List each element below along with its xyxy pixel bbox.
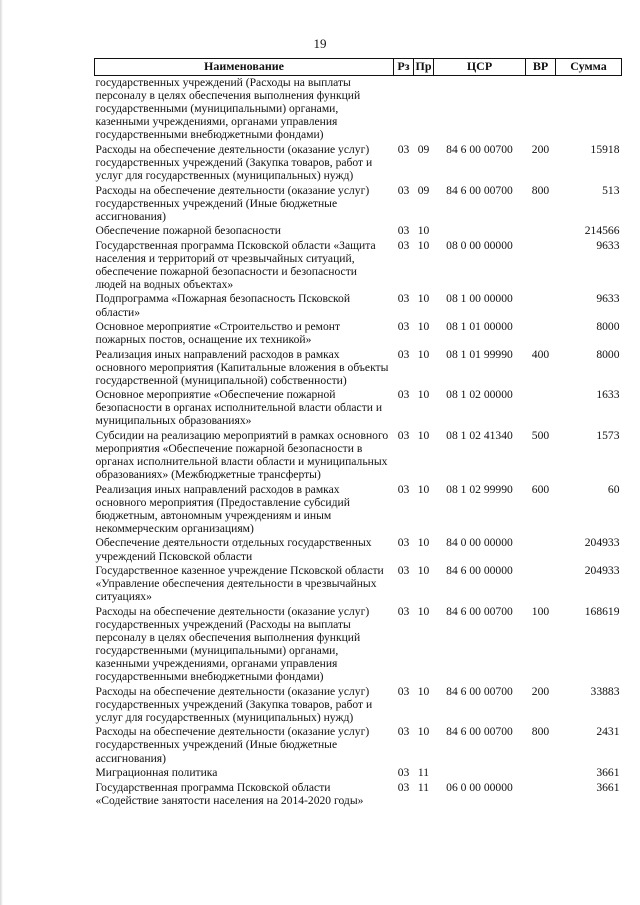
cell-sum: 3661 <box>596 780 620 794</box>
cell-pr: 10 <box>417 564 430 578</box>
cell-rz: 03 <box>397 320 410 334</box>
table-row <box>95 483 622 537</box>
cell-vr: 600 <box>531 482 550 496</box>
cell-pr: 10 <box>417 482 430 496</box>
cell-pr: 09 <box>417 142 430 156</box>
cell-name: Основное мероприятие «Строительство и ремонт пожарных постов, оснащение их техникой» <box>95 320 341 347</box>
cell-sum <box>556 76 622 143</box>
cell-pr: 10 <box>417 347 430 361</box>
cell-pr: 10 <box>417 388 430 402</box>
table-row <box>95 184 622 225</box>
cell-pr: 10 <box>417 292 430 306</box>
table-row <box>95 564 622 605</box>
cell-vr: 100 <box>531 604 550 618</box>
page-number: 19 <box>313 36 327 51</box>
cell-csr: 08 1 02 99990 <box>446 482 513 496</box>
cell-vr: 400 <box>531 347 550 361</box>
header-rz: Рз <box>394 59 414 76</box>
scan-edge <box>0 0 3 905</box>
cell-vr: 800 <box>531 725 550 739</box>
cell-csr: 84 6 00 00700 <box>446 142 513 156</box>
cell-sum: 214566 <box>584 224 620 238</box>
cell-rz <box>394 76 414 143</box>
cell-csr: 06 0 00 00000 <box>446 780 513 794</box>
cell-vr <box>526 320 556 348</box>
cell-csr: 08 1 02 00000 <box>446 388 513 402</box>
table-row <box>95 292 622 320</box>
cell-name: Расходы на обеспечение деятельности (оказание услуг) государственных учреждений (Расходы на выплаты персоналу в целях обеспечения выполнения функций государственными (муниципальными) органами, казенными учреждениями, органами управления государственными внебюджетными фондами) <box>95 604 370 684</box>
cell-csr <box>434 224 526 238</box>
cell-name: Субсидии на реализацию мероприятий в рамках основного мероприятия «Обеспечение пожарной безопасности в органах исполнительной власти области и муниципальных образованиях» (Межбюджетные трансферты) <box>95 428 389 482</box>
cell-csr: 84 0 00 00000 <box>446 536 513 550</box>
cell-csr: 08 1 00 00000 <box>446 292 513 306</box>
table-row <box>95 781 622 809</box>
cell-sum: 2431 <box>596 725 620 739</box>
cell-csr: 84 6 00 00000 <box>446 564 513 578</box>
cell-sum: 33883 <box>590 684 620 698</box>
cell-name: Государственное казенное учреждение Псковской области «Управление обеспечения деятельности в чрезвычайных ситуациях» <box>95 564 384 604</box>
header-csr: ЦСР <box>434 59 526 76</box>
cell-vr <box>526 224 556 238</box>
cell-rz: 03 <box>397 142 410 156</box>
header-name: Наименование <box>95 59 394 76</box>
cell-csr: 08 0 00 00000 <box>446 238 513 252</box>
cell-rz: 03 <box>397 684 410 698</box>
cell-csr: 08 1 02 41340 <box>446 428 513 442</box>
table-row <box>95 605 622 685</box>
cell-name: Государственная программа Псковской области «Защита населения и территорий от чрезвычайных ситуаций, обеспечение пожарной безопасности и безопасности людей на водных объектах» <box>95 238 376 291</box>
cell-sum: 1633 <box>596 388 620 402</box>
cell-vr <box>526 76 556 143</box>
cell-pr <box>414 76 434 143</box>
cell-vr <box>526 781 556 809</box>
cell-pr: 10 <box>417 725 430 739</box>
cell-vr <box>526 536 556 564</box>
cell-sum: 168619 <box>584 604 620 618</box>
cell-name: Расходы на обеспечение деятельности (оказание услуг) государственных учреждений (Иные бюджетные ассигнования) <box>95 725 370 765</box>
cell-rz: 03 <box>397 536 410 550</box>
table-row <box>95 766 622 780</box>
cell-sum: 204933 <box>584 564 620 578</box>
cell-vr <box>526 292 556 320</box>
cell-name: Расходы на обеспечение деятельности (оказание услуг) государственных учреждений (Закупка товаров, работ и услуг для государственных (муниципальных) нужд) <box>95 684 373 724</box>
cell-sum: 8000 <box>596 320 620 334</box>
cell-rz: 03 <box>397 482 410 496</box>
cell-sum: 204933 <box>584 536 620 550</box>
cell-name: Основное мероприятие «Обеспечение пожарной безопасности в органах исполнительной власти области и муниципальных образованиях» <box>95 388 383 428</box>
cell-vr: 500 <box>531 428 550 442</box>
cell-rz: 03 <box>397 780 410 794</box>
table-row <box>95 725 622 766</box>
cell-rz: 03 <box>397 238 410 252</box>
table-row <box>95 429 622 483</box>
table-row <box>95 320 622 348</box>
cell-sum: 513 <box>602 183 620 197</box>
cell-pr: 10 <box>417 684 430 698</box>
cell-pr: 10 <box>417 428 430 442</box>
cell-csr: 84 6 00 00700 <box>446 684 513 698</box>
cell-name: Обеспечение пожарной безопасности <box>95 224 282 238</box>
cell-pr: 11 <box>417 766 430 780</box>
cell-rz: 03 <box>397 347 410 361</box>
cell-sum: 60 <box>607 482 620 496</box>
cell-sum: 8000 <box>596 347 620 361</box>
cell-csr: 84 6 00 00700 <box>446 604 513 618</box>
cell-pr: 09 <box>417 183 430 197</box>
cell-vr <box>526 564 556 605</box>
cell-rz: 03 <box>397 725 410 739</box>
cell-csr: 08 1 01 99990 <box>446 347 513 361</box>
cell-rz: 03 <box>397 766 410 780</box>
header-sum: Сумма <box>556 59 622 76</box>
cell-pr: 10 <box>417 604 430 618</box>
cell-rz: 03 <box>397 428 410 442</box>
cell-sum: 15918 <box>590 142 620 156</box>
cell-pr: 10 <box>417 238 430 252</box>
cell-sum: 1573 <box>596 428 620 442</box>
table-header-row <box>95 59 622 76</box>
cell-sum: 3661 <box>596 766 620 780</box>
cell-csr: 08 1 01 00000 <box>446 320 513 334</box>
cell-vr <box>526 239 556 293</box>
cell-vr <box>526 766 556 780</box>
cell-csr <box>434 76 526 143</box>
cell-vr <box>526 388 556 429</box>
cell-pr: 10 <box>417 536 430 550</box>
table-row <box>95 348 622 389</box>
header-pr: Пр <box>414 59 434 76</box>
header-vr: ВР <box>526 59 556 76</box>
cell-rz: 03 <box>397 388 410 402</box>
cell-name: Расходы на обеспечение деятельности (оказание услуг) государственных учреждений (Иные бюджетные ассигнования) <box>95 183 370 223</box>
cell-rz: 03 <box>397 564 410 578</box>
table-row <box>95 224 622 238</box>
cell-name: Реализация иных направлений расходов в рамках основного мероприятия (Капитальные вложения в объекты государственной (муниципальной) собственности) <box>95 347 389 387</box>
cell-vr: 800 <box>531 183 550 197</box>
table-row <box>95 239 622 293</box>
cell-sum: 9633 <box>596 292 620 306</box>
budget-table <box>94 58 622 808</box>
table-row <box>95 685 622 726</box>
table-row <box>95 536 622 564</box>
cell-rz: 03 <box>397 224 410 238</box>
cell-rz: 03 <box>397 292 410 306</box>
cell-pr: 10 <box>417 320 430 334</box>
cell-rz: 03 <box>397 604 410 618</box>
cell-name: Обеспечение деятельности отдельных государственных учреждений Псковской области <box>95 536 372 563</box>
cell-pr: 10 <box>417 224 430 238</box>
table-row <box>95 143 622 184</box>
cell-name: Государственная программа Псковской области «Содействие занятости населения на 2014-2020 годы» <box>95 780 364 807</box>
cell-csr: 84 6 00 00700 <box>446 725 513 739</box>
cell-vr: 200 <box>531 142 550 156</box>
table-row <box>95 388 622 429</box>
cell-vr: 200 <box>531 684 550 698</box>
cell-name: государственных учреждений (Расходы на выплаты персоналу в целях обеспечения выполнения функций государственными (муниципальными) органами, казенными учреждениями, органами управления государственными внебюджетными фондами) <box>95 76 361 142</box>
cell-pr: 11 <box>417 780 430 794</box>
cell-name: Миграционная политика <box>95 766 218 780</box>
table-row <box>95 76 622 143</box>
cell-name: Реализация иных направлений расходов в рамках основного мероприятия (Предоставление субсидий бюджетным, автономным учреждениям и иным некоммерческим организациям) <box>95 482 350 535</box>
cell-name: Подпрограмма «Пожарная безопасность Псковской области» <box>95 292 351 319</box>
cell-name: Расходы на обеспечение деятельности (оказание услуг) государственных учреждений (Закупка товаров, работ и услуг для государственных (муниципальных) нужд) <box>95 142 373 183</box>
cell-rz: 03 <box>397 183 410 197</box>
cell-csr <box>434 766 526 780</box>
cell-csr: 84 6 00 00700 <box>446 183 513 197</box>
cell-sum: 9633 <box>596 238 620 252</box>
